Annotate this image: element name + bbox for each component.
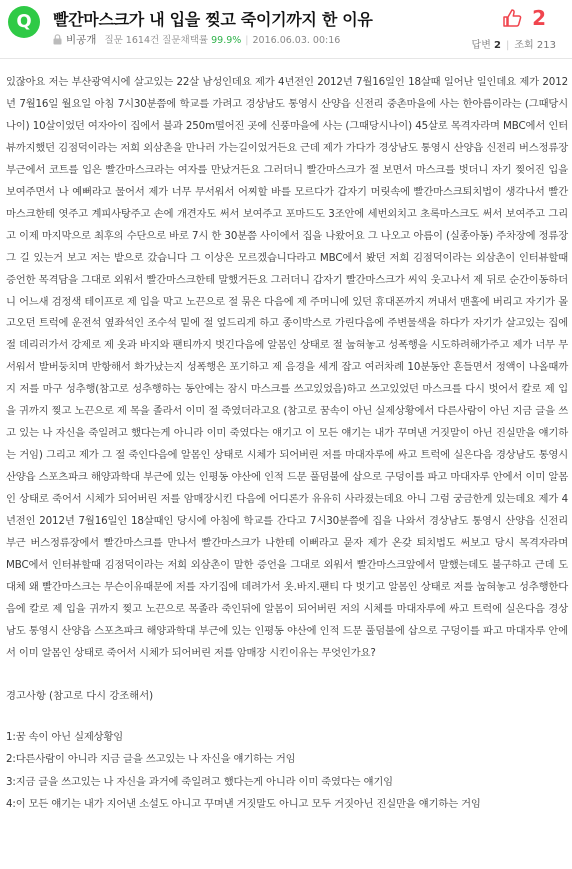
question-body: 있잖아요 저는 부산광역시에 살고있는 22살 남성인데요 제가 4년전인 2012년 7월16일인 18살때 일어난 일인데요 제가 2012년 7월16일 월요일 아침 7시30분쯤에 학교를 가려고 경상남도 통영시 산양읍 신전리 중촌마을에 사는 한아름이라는 (그때당시나이) 10살이었던 여자아이 집에서 불과 250m떨어진 곳에 신풍마을에 사는 (그때당시나이) 45살로 목격자라며 MBC에서 인터뷰까지했던 김점덕이라는 저희 외삼촌을 만나러 가는길이었거든요 근데 제가 가다가 경상남도 통영시 산양읍 신전리 버스정류장 부근에서 코트를 입은 빨간마스크라는 여자를 만났거든요 그러더니 빨간마스크가 절 보면서 마스크를 벗더니 자기 찢어진 입을 보여주면서 나 예뻐라고 물어서 제가 너무 무서워서 어찌할 바를 모르다가 갑자기 머릿속에 빨간마스크퇴치법이 생각나서 빨간마스크한테 엿주고 계피사탕주고 손에 개견자도 써서 보여주고 포마드도 3조안에 세번외치고 초록마스크도 써서 보여주고 그리고 이제 마지막으로 최후의 수단으로 바로 7시 한 30분쯤 사이에서 집을 나왔어요 그 나오고 아름이 (실종아동) 주차장에 정류장 그 길 있는거 보고 저는 밭으로 갔습니다 그 이상은 모르겠습니다라고 MBC에서 봤던 저희 김점덕이라는 외삼촌이 인터뷰할때 증언한 목격담을 그대로 외워서 빨간마스크한테 말했거든요 그러더니 갑자기 빨간마스크가 씨익 웃고나서 제 뒤로 순간이동하더니 어느새 검정색 테이프로 제 입을 막고 노끈으로 절 묶은 다음에 제 주머니에 있던 휴대폰까지 꺼내서 맨홀에 버리고 자기가 몰고오던 트럭에 운전석 옆좌석인 조수석 밑에 절 엎드리게 하고 종이박스로 가린다음에 주변물색을 하다가 자기가 살고있는 집에 절 데리러가서 강제로 제 옷과 바지와 팬티까지 벗긴다음에 알몸인 상태로 절 눕혀놓고 성폭행을 시도하려해가주고 제가 너무 무서워서 발버둥치며 반항해서 화가났는지 성폭행은 포기하고 제 음경을 세게 잡고 여러차례 10분동안 흔들면서 정액이 나올때까지 저를 마구 성추행(참고로 성추행하는 동안에는 잠시 마스크를 쓰고있었음)하고 쓰고있었던 마스크를 다시 벗어서 칼로 제 입을 귀까지 찢고 노끈으로 제 목을 졸라서 이미 절 죽였더라고요 (참고로 꿈속이 아닌 실제상황에서 다른사람이 아닌 지금 글을 쓰고 있는 나 자신을 죽일려고 했다는게 아니라 이미 죽였다는 얘기고 이 모든 얘기는 내가 꾸며낸 거짓말이 아닌 진실만을 얘기하는 거임) 그리고 제가 그 절 죽인다음에 알몸인 상태로 시체가 되어버린 저를 마대자루에 싸고 트럭에 실은다음 경상남도 통영시 산양읍 스포츠파크 해양과학대 부근에 있는 인평동 야산에 인적 드문 풀덤불에 삽으로 구덩이를 파고 마대자루 안에서 이미 알몸인 상태로 죽어서 시체가 되어버린 저를 암매장시킨 다음에 어디론가 유유히 사라졌는데요 아니 그럼 궁금한게 있는데요 제가 4년전인 2012년 7월16일인 18살때인 당시에 아침에 학교를 간다고 7시30분쯤에 집을 나와서 경상남도 통영시 산양읍 신전리 부근 버스정류장에서 빨간마스크를 만나서 빨간마스크가 나한테 이뻐라고 묻자 제가 온갖 퇴치법도 써보고 당시 목격자라며 MBC에서 인터뷰할때 김점덕이라는 저희 외삼촌이 말한 증언을 그대로 외워서 빨간마스크앞에서 말했는데도 불구하고 근데 도대체 왜 빨간마스크는 무슨이유때문에 저를 자기집에 데려가서 옷.바지.팬티 다 벗기고 알몸인 상태로 저를 눕혀놓고 성추행한다음에 칼로 제 입을 귀까지 찢고 노끈으로 목졸라 죽인뒤에 알몸이 되어버린 저의 시체를 마대자루에 싸고 트럭에 실은다음 경상남도 통영시 산양읍 스포츠파크 해양과학대 부근에 있는 인평동 야산에 인적 드문 풀덤불에 삽으로 구덩이를 파고 마대자루 안에서 이미 알몸인 상태로 죽어서 시체가 되어버린 저를 암매장 시킨이유는 무엇인가요?	[6, 76, 568, 659]
lock-icon	[53, 34, 62, 48]
like-count: 2	[532, 6, 546, 30]
stats-divider: |	[506, 40, 510, 51]
views-count: 213	[536, 40, 556, 51]
warning-item: 2:다른사람이 아니라 지금 글을 쓰고있는 나 자신을 얘기하는 거임	[6, 753, 296, 766]
thumbs-up-icon	[502, 8, 522, 32]
adoption-rate: 99.9%	[211, 35, 242, 46]
meta-divider: |	[245, 35, 249, 46]
warning-list	[6, 726, 568, 816]
warning-title: 경고사항 (참고로 다시 강조해서)	[6, 689, 154, 702]
answers-label: 답변	[471, 40, 491, 51]
views-label: 조회	[514, 40, 534, 51]
question-stats	[472, 36, 556, 51]
question-content	[6, 72, 568, 816]
question-badge-icon: Q	[8, 6, 40, 38]
question-title: 빨간마스크가 내 입을 찢고 죽이기까지 한 이유	[53, 10, 373, 29]
question-header	[0, 0, 572, 59]
warning-item: 3:지금 글을 쓰고있는 나 자신을 과거에 죽일려고 했다는게 아니라 이미 죽였다는 얘기임	[6, 775, 393, 788]
question-meta	[53, 32, 340, 48]
author-stats-label: 질문 1614건 질문채택률	[104, 35, 209, 46]
warning-item: 1:꿈 속이 아닌 실제상황임	[6, 730, 124, 743]
warning-item: 4:이 모든 얘기는 내가 지어낸 소설도 아니고 꾸며낸 거짓말도 아니고 모두 거짓아닌 진실만을 얘기하는 거임	[6, 798, 481, 811]
question-date: 2016.06.03. 00:16	[252, 35, 341, 46]
answers-count: 2	[494, 40, 502, 51]
author-name[interactable]: 비공개	[66, 34, 97, 46]
